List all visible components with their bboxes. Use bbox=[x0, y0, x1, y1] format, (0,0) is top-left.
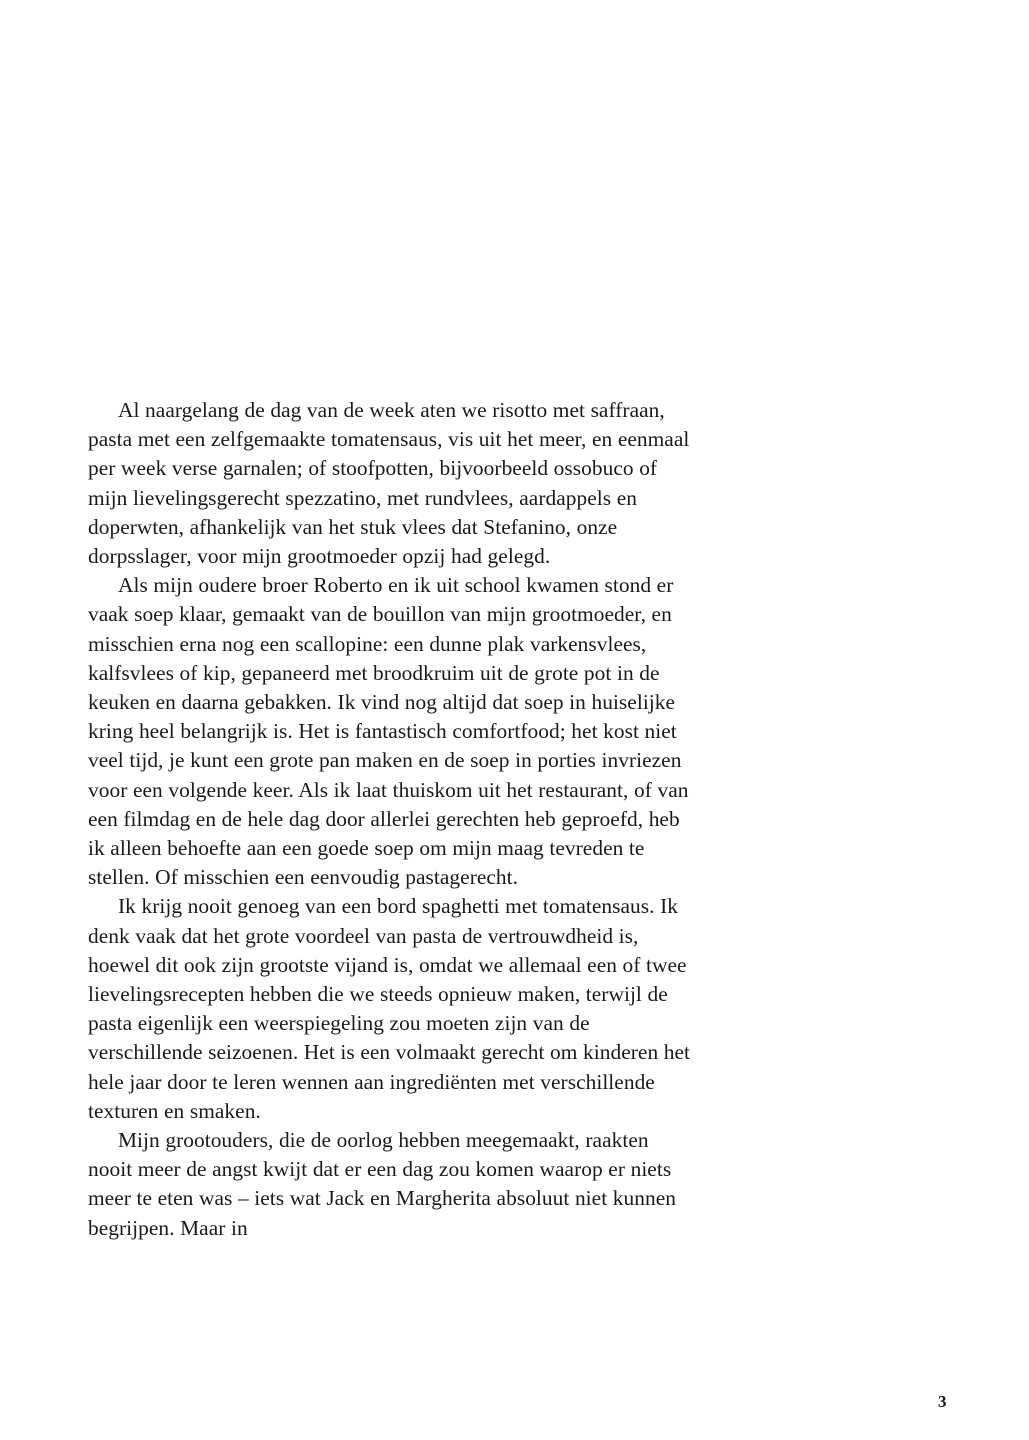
page-number: 3 bbox=[938, 1392, 947, 1411]
body-text-block bbox=[88, 396, 696, 1243]
body-paragraph: Al naargelang de dag van de week aten we risotto met saffraan, pasta met een zelfgemaakte tomatensaus, vis uit het meer, en eenmaal per week verse garnalen; of stoofpotten, bijvoorbeeld ossobuco of mijn lievelingsgerecht spezzatino, met rundvlees, aardappels en doperwten, afhankelijk van het stuk vlees dat Stefanino, onze dorpsslager, voor mijn grootmoeder opzij had gelegd. bbox=[88, 398, 690, 569]
body-paragraph: Ik krijg nooit genoeg van een bord spaghetti met tomatensaus. Ik denk vaak dat het grote voordeel van pasta de vertrouwdheid is, hoewel dit ook zijn grootste vijand is, omdat we allemaal een of twee lievelingsrecepten hebben die we steeds opnieuw maken, terwijl de pasta eigenlijk een weerspiegeling zou moeten zijn van de verschillende seizoenen. Het is een volmaakt gerecht om kinderen het hele jaar door te leren wennen aan ingrediënten met verschillende texturen en smaken. bbox=[88, 894, 691, 1123]
body-paragraph: Als mijn oudere broer Roberto en ik uit school kwamen stond er vaak soep klaar, gemaakt van de bouillon van mijn grootmoeder, en misschien erna nog een scallopine: een dunne plak varkensvlees, kalfsvlees of kip, gepaneerd met broodkruim uit de grote pot in de keuken en daarna gebakken. Ik vind nog altijd dat soep in huiselijke kring heel belangrijk is. Het is fantastisch comfortfood; het kost niet veel tijd, je kunt een grote pan maken en de soep in porties invriezen voor een volgende keer. Als ik laat thuiskom uit het restaurant, of van een filmdag en de hele dag door allerlei gerechten heb geproefd, heb ik alleen behoefte aan een goede soep om mijn maag tevreden te stellen. Of misschien een eenvoudig pastagerecht. bbox=[88, 573, 689, 890]
body-paragraph: Mijn grootouders, die de oorlog hebben meegemaakt, raakten nooit meer de angst kwijt dat er een dag zou komen waarop er niets meer te eten was – iets wat Jack en Margherita absoluut niet kunnen begrijpen. Maar in bbox=[88, 1128, 676, 1240]
